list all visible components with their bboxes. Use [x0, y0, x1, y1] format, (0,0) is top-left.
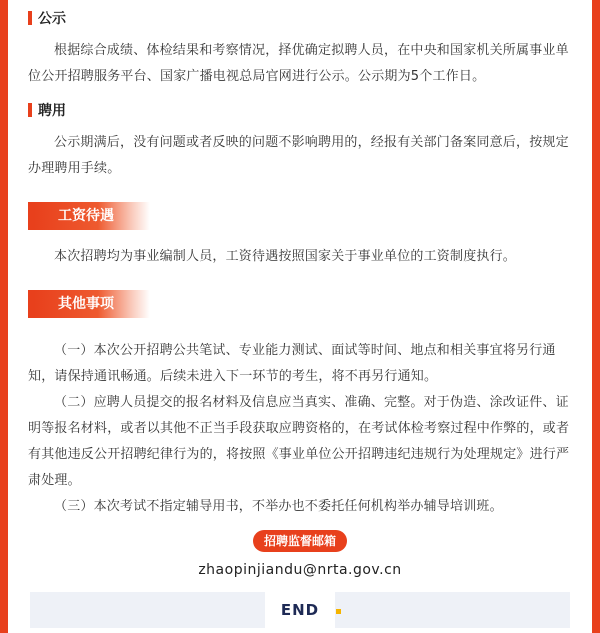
section-banner: [28, 290, 572, 318]
end-dot-icon: [336, 609, 341, 614]
end-box: [265, 592, 335, 628]
end-text: END: [280, 601, 320, 619]
heading-marker: [28, 11, 32, 25]
section-heading: [28, 8, 572, 28]
list-item: （二）应聘人员提交的报名材料及信息应当真实、准确、完整。对于伪造、涂改证件、证明等报名材料，或者以其他不正当手段获取应聘资格的，在考试体检考察过程中作弊的，或者有其他违反公开招聘纪律行为的，将按照《事业单位公开招聘违纪违规行为处理规定》进行严肃处理。: [28, 395, 570, 488]
heading-marker: [28, 103, 32, 117]
section-heading-text: 公示: [38, 11, 66, 27]
supervision-email[interactable]: zhaopinjiandu@nrta.gov.cn: [198, 562, 402, 578]
other-items-list: [28, 338, 572, 520]
section-body: 根据综合成绩、体检结果和考察情况，择优确定拟聘人员，在中央和国家机关所属事业单位公开招聘服务平台、国家广播电视总局官网进行公示。公示期为5个工作日。: [28, 43, 569, 84]
banner-label: 其他事项: [34, 290, 150, 318]
list-item: （三）本次考试不指定辅导用书，不举办也不委托任何机构举办辅导培训班。: [54, 499, 503, 514]
section-banner: [28, 202, 572, 230]
section-employment: [28, 100, 572, 182]
section-publicity: [28, 8, 572, 90]
end-bar: [30, 592, 570, 628]
section-salary: [28, 202, 572, 270]
supervision-block: [0, 530, 600, 578]
section-body: 公示期满后，没有问题或者反映的问题不影响聘用的，经报有关部门备案同意后，按规定办理聘用手续。: [28, 135, 569, 176]
section-heading: [28, 100, 572, 120]
supervision-label: 招聘监督邮箱: [253, 530, 347, 552]
section-heading-text: 聘用: [38, 103, 66, 119]
banner-label: 工资待遇: [34, 202, 150, 230]
footer: [0, 592, 600, 628]
list-item: （一）本次公开招聘公共笔试、专业能力测试、面试等时间、地点和相关事宜将另行通知，请保持通讯畅通。后续未进入下一环节的考生，将不再另行通知。: [28, 343, 556, 384]
section-body: 本次招聘均为事业编制人员，工资待遇按照国家关于事业单位的工资制度执行。: [54, 249, 517, 264]
section-other: [28, 290, 572, 520]
